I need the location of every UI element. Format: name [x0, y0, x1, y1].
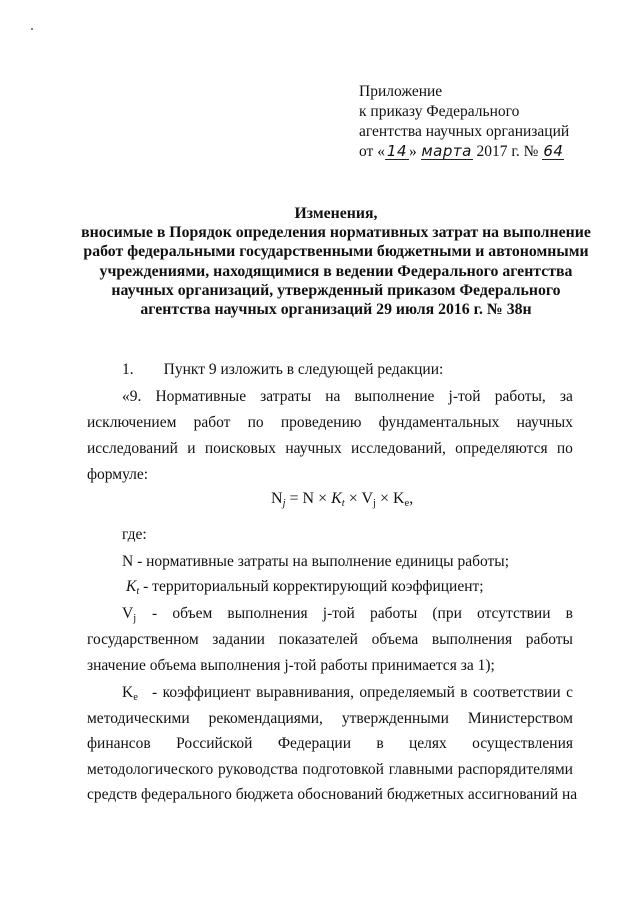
- formula-times: ×: [318, 490, 328, 507]
- word: исключением: [87, 414, 177, 431]
- word: по: [556, 440, 573, 457]
- word: j-той: [448, 388, 481, 405]
- para-line: [152, 684, 573, 702]
- formula-eq: =: [289, 490, 299, 507]
- word: выполнения: [227, 605, 308, 622]
- word: Нормативные: [155, 388, 247, 405]
- word: задании: [212, 631, 265, 648]
- formula-times: ×: [379, 490, 389, 507]
- word: в: [565, 605, 573, 622]
- para-line: [87, 710, 573, 728]
- word: целях: [409, 735, 447, 752]
- word: и: [187, 440, 196, 457]
- word: исследований: [87, 440, 178, 457]
- item-number: 1.: [122, 361, 134, 378]
- appendix-line: агентства научных организаций: [359, 123, 570, 140]
- word: затраты: [260, 388, 312, 405]
- word: методическими: [87, 710, 190, 727]
- word: j-той: [322, 605, 355, 622]
- date-mid: »: [408, 143, 417, 160]
- word: выравнивания,: [256, 684, 354, 701]
- word: руководства: [218, 761, 298, 778]
- word: за: [559, 388, 573, 405]
- definition-n: N - нормативные затраты на выполнение единицы работы;: [122, 553, 510, 570]
- date-day-handwritten: 14: [386, 142, 407, 160]
- date-month-handwritten: марта: [421, 142, 472, 160]
- word: Министерством: [467, 710, 573, 727]
- para-line: средств федерального бюджета обоснований бюджетных ассигнований на: [87, 786, 578, 803]
- para-line: значение объема выполнения j-той работы принимается за 1);: [87, 657, 495, 674]
- appendix-line: Приложение: [359, 83, 443, 100]
- formula-k: K: [392, 490, 405, 507]
- word: научных: [516, 414, 573, 431]
- where-label: где:: [122, 526, 147, 543]
- word: работы: [525, 631, 573, 648]
- document-title: [60, 204, 612, 319]
- formula-times: ×: [348, 490, 358, 507]
- word: по: [247, 414, 264, 431]
- formula-v: V: [361, 490, 374, 507]
- formula-sub-j: j: [373, 498, 376, 509]
- word: осуществления: [472, 735, 573, 752]
- formula-n: N: [271, 490, 283, 507]
- para-line: [87, 440, 573, 458]
- word: исследований,: [351, 440, 446, 457]
- word: фундаментальных: [378, 414, 500, 431]
- para-line: [87, 414, 573, 432]
- title-line: учреждениями, находящимися в ведении Федерального агентства: [99, 262, 573, 280]
- word: показателей: [278, 631, 358, 648]
- title-line: Изменения,: [294, 205, 378, 222]
- word: -: [152, 684, 158, 701]
- symbol-sub-j: j: [133, 613, 137, 624]
- word: объем: [172, 605, 213, 622]
- word: подготовкой: [302, 761, 384, 778]
- word: выполнение: [354, 388, 435, 405]
- word: Российской: [176, 735, 253, 752]
- word: распорядителями: [457, 761, 573, 778]
- symbol-sub-t: t: [136, 586, 140, 597]
- word: коэффициент: [162, 684, 251, 701]
- para-line: [152, 605, 573, 623]
- formula-sub-t: t: [341, 498, 345, 509]
- word: (при: [432, 605, 462, 622]
- word: определяются: [455, 440, 548, 457]
- word: рекомендациями,: [208, 710, 323, 727]
- appendix-date-line: [359, 142, 569, 162]
- word: объема: [371, 631, 419, 648]
- para-line: [87, 631, 573, 649]
- item-1: [122, 361, 443, 379]
- word: проведению: [280, 414, 362, 431]
- scan-speck: [31, 28, 33, 30]
- symbol-k: K: [122, 684, 134, 701]
- para-line: формуле:: [87, 466, 149, 483]
- symbol-sub-e: e: [133, 692, 138, 703]
- word: отсутствии: [477, 605, 551, 622]
- appendix-block: [359, 82, 569, 162]
- word: -: [152, 605, 158, 622]
- symbol-k: K: [126, 578, 137, 595]
- title-line: научных организаций, утвержденный приказом Федерального: [111, 281, 561, 299]
- word: выполнения: [431, 631, 513, 648]
- para-line: [87, 761, 573, 779]
- formula-sub-e: e: [404, 498, 410, 509]
- formula-k: K: [331, 490, 342, 507]
- word: методологического: [87, 761, 214, 778]
- item-text: Пункт 9 изложить в следующей редакции:: [163, 361, 444, 378]
- word: работы,: [494, 388, 546, 405]
- word: в: [376, 735, 384, 752]
- word: на: [325, 388, 341, 405]
- para-line: [122, 388, 573, 406]
- formula-sub-j: j: [282, 498, 286, 509]
- word: работы: [370, 605, 418, 622]
- appendix-line: к приказу Федерального: [359, 103, 520, 120]
- formula-n: N: [302, 490, 315, 507]
- word: с: [566, 684, 573, 701]
- title-line: работ федеральными государственными бюджетными и автономными: [83, 243, 589, 261]
- word: работ: [193, 414, 231, 431]
- word: финансов: [87, 735, 151, 752]
- title-line: агентства научных организаций 29 июля 2016 г. № 38н: [140, 301, 532, 319]
- order-number-handwritten: 64: [543, 142, 564, 160]
- symbol-vj: [122, 605, 136, 623]
- word: поисковых: [204, 440, 277, 457]
- definition-kt: [126, 578, 612, 596]
- para-line: [87, 735, 573, 753]
- word: утвержденными: [341, 710, 449, 727]
- word: Федерации: [277, 735, 352, 752]
- symbol-ke: [122, 684, 138, 702]
- title-line: вносимые в Порядок определения нормативных затрат на выполнение: [81, 224, 591, 242]
- word: «9.: [122, 388, 142, 405]
- word: главными: [388, 761, 454, 778]
- date-year: 2017 г. №: [476, 143, 539, 160]
- word: в: [460, 684, 468, 701]
- word: соответствии: [473, 684, 561, 701]
- formula: $N_j = N \times K_t \times V_j \times K_e$,: [271, 490, 414, 509]
- definition-kt-text: - территориальный корректирующий коэффициент;: [143, 578, 484, 595]
- word: государственном: [87, 631, 199, 648]
- word: научных: [285, 440, 342, 457]
- date-prefix: от «: [359, 143, 385, 160]
- word: определяемый: [359, 684, 455, 701]
- symbol-v: V: [122, 605, 134, 622]
